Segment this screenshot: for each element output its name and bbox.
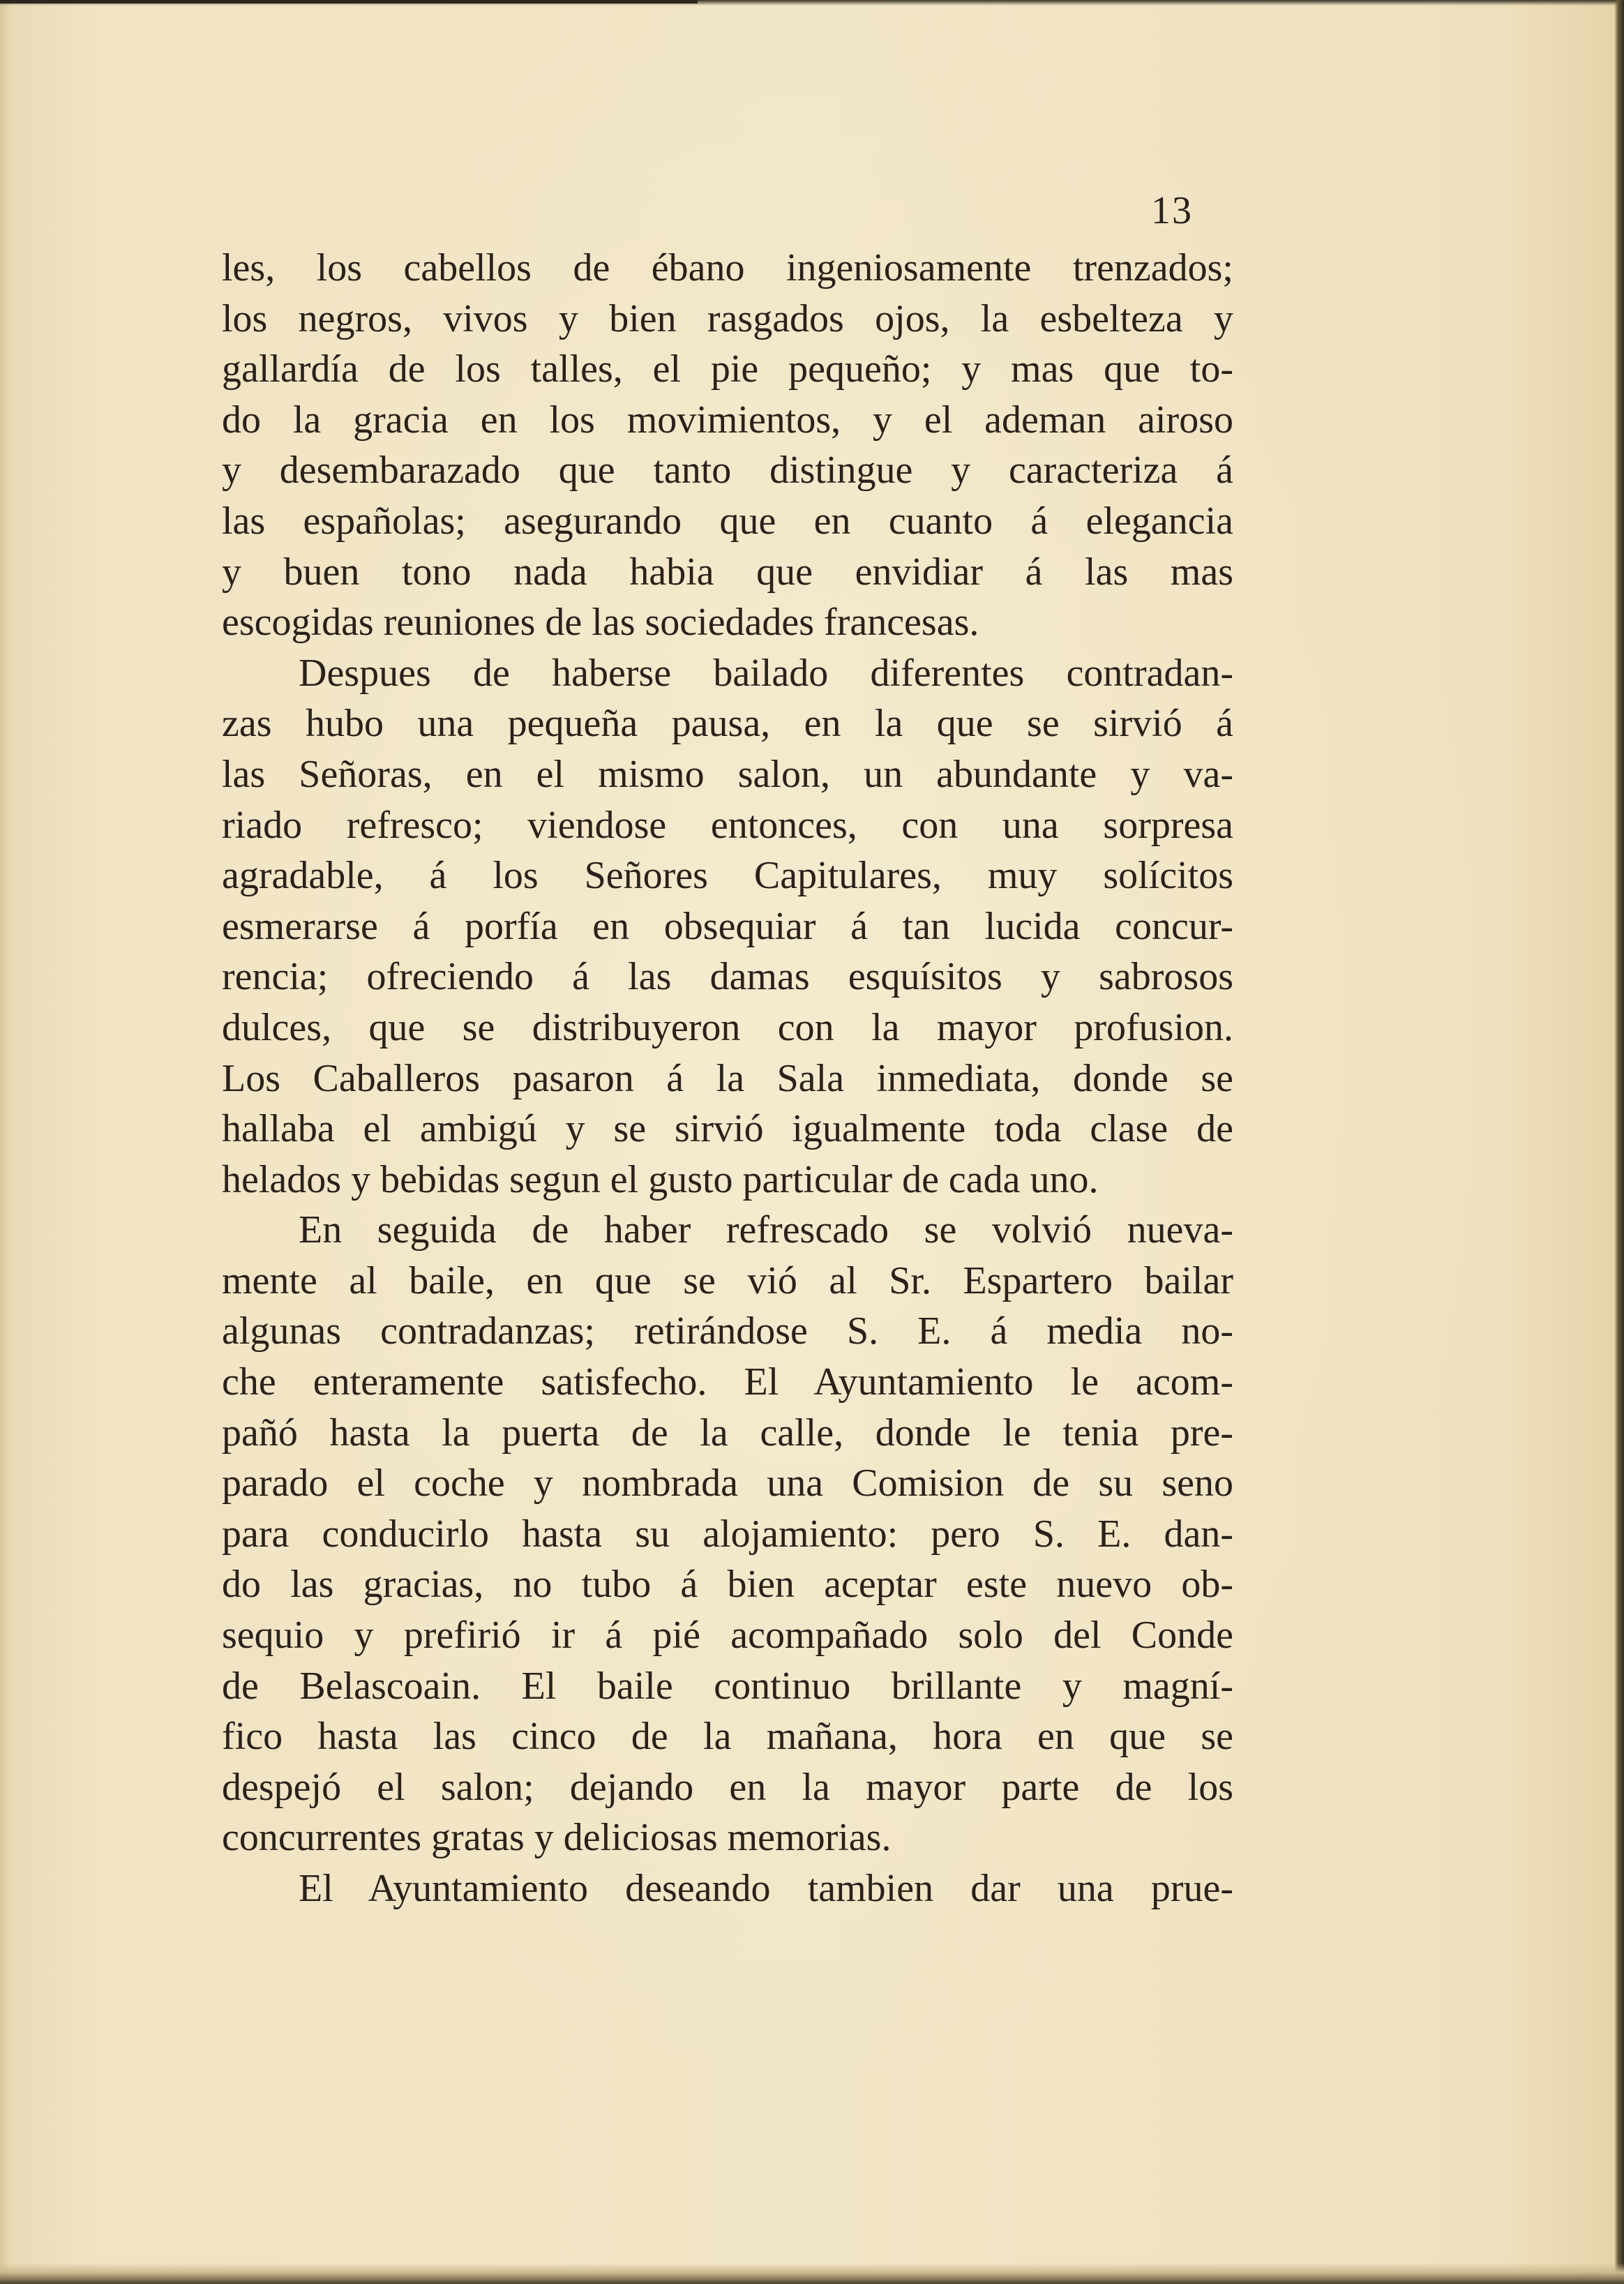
- text-line: las Señoras, en el mismo salon, un abundante y va-: [222, 752, 1233, 796]
- text-line: rencia; ofreciendo á las damas esquísitos y sabrosos: [222, 955, 1233, 999]
- text-line: riado refresco; viendose entonces, con una sorpresa: [222, 803, 1233, 847]
- paragraph-first-line: El Ayuntamiento deseando tambien dar una prue-: [299, 1867, 1233, 1910]
- text-line: de Belascoain. El baile continuo brillante y magní-: [222, 1664, 1233, 1708]
- body-text: [222, 243, 1233, 1914]
- paragraph-first-line: En seguida de haber refrescado se volvió nueva-: [299, 1208, 1233, 1252]
- text-line: hallaba el ambigú y se sirvió igualmente toda clase de: [222, 1107, 1233, 1151]
- text-line: despejó el salon; dejando en la mayor parte de los: [222, 1765, 1233, 1809]
- page-left-edge: [0, 0, 11, 2284]
- text-line: los negros, vivos y bien rasgados ojos, la esbelteza y: [222, 296, 1233, 340]
- page-bottom-edge: [0, 2263, 1624, 2284]
- page-number: 13: [1151, 189, 1193, 232]
- text-line: algunas contradanzas; retirándose S. E. á media no-: [222, 1309, 1233, 1353]
- text-line: che enteramente satisfecho. El Ayuntamiento le acom-: [222, 1360, 1233, 1404]
- text-line: para conducirlo hasta su alojamiento: pero S. E. dan-: [222, 1512, 1233, 1556]
- text-line: zas hubo una pequeña pausa, en la que se sirvió á: [222, 702, 1233, 746]
- text-line: dulces, que se distribuyeron con la mayor profusion.: [222, 1005, 1233, 1049]
- text-line: fico hasta las cinco de la mañana, hora en que se: [222, 1715, 1233, 1759]
- text-line: pañó hasta la puerta de la calle, donde le tenia pre-: [222, 1411, 1233, 1455]
- text-line: mente al baile, en que se vió al Sr. Espartero bailar: [222, 1259, 1233, 1302]
- text-line: y buen tono nada habia que envidiar á las mas: [222, 550, 1233, 594]
- text-line: Los Caballeros pasaron á la Sala inmediata, donde se: [222, 1056, 1233, 1100]
- text-line: gallardía de los talles, el pie pequeño; y mas que to-: [222, 347, 1233, 391]
- text-line: escogidas reuniones de las sociedades francesas.: [222, 601, 979, 645]
- text-line: concurrentes gratas y deliciosas memorias.: [222, 1816, 892, 1860]
- page-right-edge: [1614, 0, 1624, 2284]
- text-line: les, los cabellos de ébano ingeniosamente trenzados;: [222, 246, 1233, 290]
- text-line: parado el coche y nombrada una Comision de su seno: [222, 1462, 1233, 1505]
- text-line: do la gracia en los movimientos, y el ademan airoso: [222, 398, 1233, 442]
- paragraph-first-line: Despues de haberse bailado diferentes contradan-: [299, 651, 1233, 695]
- text-line: esmerarse á porfía en obsequiar á tan lucida concur-: [222, 904, 1233, 948]
- text-line: helados y bebidas segun el gusto particular de cada uno.: [222, 1157, 1099, 1201]
- text-line: sequio y prefirió ir á pié acompañado solo del Conde: [222, 1614, 1233, 1658]
- page-top-rule: [0, 0, 698, 3]
- text-line: agradable, á los Señores Capitulares, muy solícitos: [222, 854, 1233, 898]
- text-line: y desembarazado que tanto distingue y caracteriza á: [222, 449, 1233, 493]
- text-line: las españolas; asegurando que en cuanto á elegancia: [222, 499, 1233, 543]
- text-line: do las gracias, no tubo á bien aceptar este nuevo ob-: [222, 1563, 1233, 1607]
